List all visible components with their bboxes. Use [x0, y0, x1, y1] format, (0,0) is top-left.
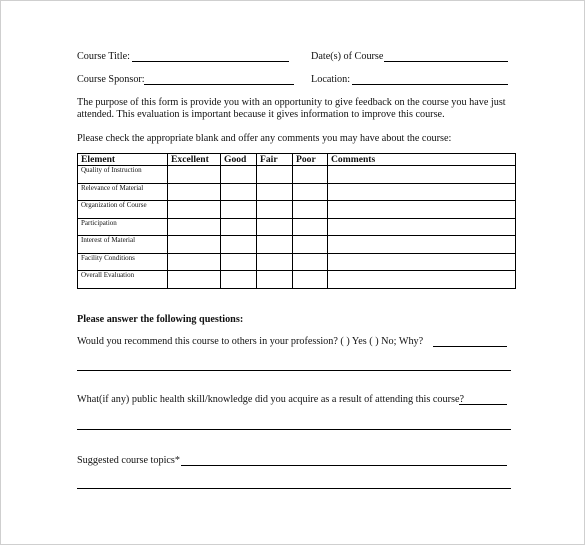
- comments-cell[interactable]: [328, 201, 516, 219]
- location-label: Location:: [311, 74, 351, 85]
- evaluation-table: [77, 153, 516, 289]
- good-cell[interactable]: [221, 253, 257, 271]
- poor-cell[interactable]: [293, 183, 328, 201]
- column-header-good: Good: [221, 154, 257, 166]
- fair-cell[interactable]: [257, 218, 293, 236]
- question-2-text: What(if any) public health skill/knowledge did you acquire as a result of attending this course?: [77, 394, 465, 405]
- column-header-element: Element: [78, 154, 168, 166]
- poor-cell[interactable]: [293, 218, 328, 236]
- good-cell[interactable]: [221, 166, 257, 184]
- purpose-line-2: attended. This evaluation is important because it gives information to improve this course.: [77, 109, 445, 120]
- fair-cell[interactable]: [257, 183, 293, 201]
- element-cell: Facility Conditions: [78, 253, 168, 271]
- good-cell[interactable]: [221, 271, 257, 289]
- comments-cell[interactable]: [328, 236, 516, 254]
- element-cell: Organization of Course: [78, 201, 168, 219]
- fair-cell[interactable]: [257, 166, 293, 184]
- purpose-paragraph: [77, 97, 506, 121]
- question-1-text: Would you recommend this course to others in your profession? ( ) Yes ( ) No; Why?: [77, 336, 424, 347]
- fair-cell[interactable]: [257, 201, 293, 219]
- fair-cell[interactable]: [257, 236, 293, 254]
- instruction-text: Please check the appropriate blank and offer any comments you may have about the course:: [77, 133, 452, 144]
- element-cell: Participation: [78, 218, 168, 236]
- poor-cell[interactable]: [293, 201, 328, 219]
- table-row: [78, 271, 516, 289]
- course-title-label: Course Title:: [77, 51, 130, 62]
- location-field[interactable]: [352, 84, 508, 85]
- sponsor-label: Course Sponsor:: [77, 74, 145, 85]
- poor-cell[interactable]: [293, 166, 328, 184]
- excellent-cell[interactable]: [168, 218, 221, 236]
- comments-cell[interactable]: [328, 166, 516, 184]
- good-cell[interactable]: [221, 183, 257, 201]
- comments-cell[interactable]: [328, 183, 516, 201]
- table-row: [78, 253, 516, 271]
- fair-cell[interactable]: [257, 271, 293, 289]
- element-cell: Overall Evaluation: [78, 271, 168, 289]
- column-header-comments: Comments: [328, 154, 516, 166]
- fair-cell[interactable]: [257, 253, 293, 271]
- element-cell: Relevance of Material: [78, 183, 168, 201]
- excellent-cell[interactable]: [168, 183, 221, 201]
- excellent-cell[interactable]: [168, 166, 221, 184]
- table-header-row: [78, 154, 516, 166]
- poor-cell[interactable]: [293, 271, 328, 289]
- excellent-cell[interactable]: [168, 253, 221, 271]
- element-cell: Interest of Material: [78, 236, 168, 254]
- good-cell[interactable]: [221, 218, 257, 236]
- dates-label: Date(s) of Course: [311, 51, 384, 62]
- question-2-inline-field[interactable]: [459, 404, 507, 405]
- column-header-poor: Poor: [293, 154, 328, 166]
- element-cell: Quality of Instruction: [78, 166, 168, 184]
- good-cell[interactable]: [221, 201, 257, 219]
- column-header-fair: Fair: [257, 154, 293, 166]
- excellent-cell[interactable]: [168, 271, 221, 289]
- table-row: [78, 183, 516, 201]
- comments-cell[interactable]: [328, 218, 516, 236]
- table-row: [78, 218, 516, 236]
- question-3-answer-line[interactable]: [77, 488, 511, 489]
- table-row: [78, 201, 516, 219]
- question-1-why-field[interactable]: [433, 346, 507, 347]
- dates-field[interactable]: [384, 61, 508, 62]
- column-header-excellent: Excellent: [168, 154, 221, 166]
- table-row: [78, 166, 516, 184]
- question-3-text: Suggested course topics*: [77, 455, 180, 466]
- table-row: [78, 236, 516, 254]
- course-title-field[interactable]: [132, 61, 289, 62]
- questions-heading: Please answer the following questions:: [77, 314, 244, 325]
- good-cell[interactable]: [221, 236, 257, 254]
- excellent-cell[interactable]: [168, 201, 221, 219]
- poor-cell[interactable]: [293, 236, 328, 254]
- question-1-answer-line[interactable]: [77, 370, 511, 371]
- question-2-answer-line[interactable]: [77, 429, 511, 430]
- purpose-line-1: The purpose of this form is provide you with an opportunity to give feedback on the course you have just: [77, 97, 506, 108]
- sponsor-field[interactable]: [144, 84, 294, 85]
- question-3-inline-field[interactable]: [181, 465, 507, 466]
- comments-cell[interactable]: [328, 253, 516, 271]
- poor-cell[interactable]: [293, 253, 328, 271]
- excellent-cell[interactable]: [168, 236, 221, 254]
- comments-cell[interactable]: [328, 271, 516, 289]
